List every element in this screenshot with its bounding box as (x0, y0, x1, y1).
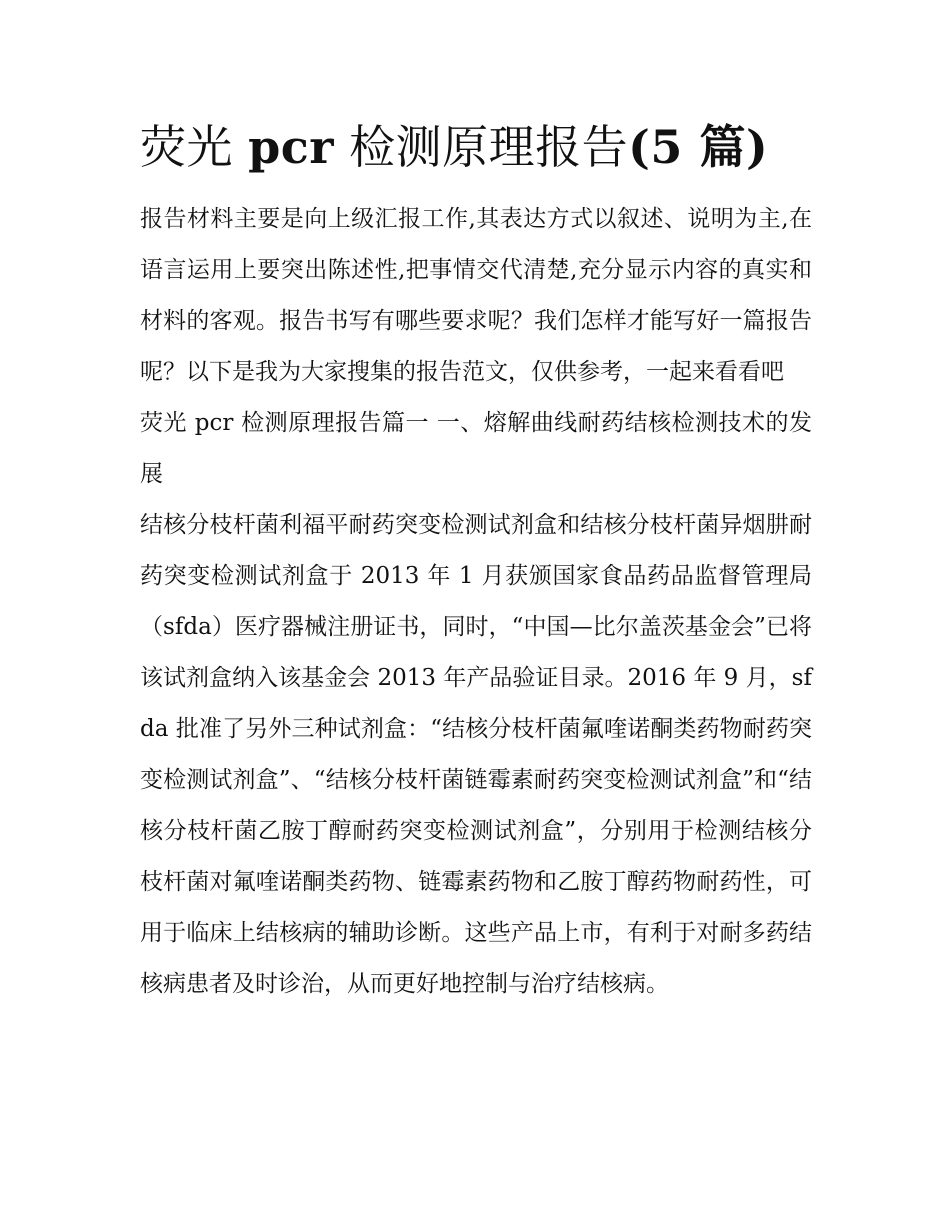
title-prefix: 荧光 (140, 120, 249, 174)
intro-paragraph: 报告材料主要是向上级汇报工作,其表达方式以叙述、说明为主,在语言运用上要突出陈述性,把事情交代清楚,充分显示内容的真实和材料的客观。报告书写有哪些要求呢？我们怎样才能写好一篇报告呢？以下是我为大家搜集的报告范文，仅供参考，一起来看看吧 (140, 206, 812, 385)
title-middle: 检测原理报告 (334, 120, 629, 174)
section-heading-paragraph: 荧光 pcr 检测原理报告篇一 一、熔解曲线耐药结核检测技术的发展 (140, 410, 812, 487)
title-suffix: (5 篇) (628, 120, 769, 174)
title-keyword: pcr (248, 120, 335, 174)
document-title (140, 112, 812, 182)
body-paragraph: 结核分枝杆菌利福平耐药突变检测试剂盒和结核分枝杆菌异烟肼耐药突变检测试剂盒于 2013 年 1 月获颁国家食品药品监督管理局（sfda）医疗器械注册证书，同时，“中国—比尔盖茨基金会”已将该试剂盒纳入该基金会 2013 年产品验证目录。2016 年 9 月，sfda 批准了另外三种试剂盒：“结核分枝杆菌氟喹诺酮类药物耐药突变检测试剂盒”、“结核分枝杆菌链霉素耐药突变检测试剂盒”和“结核分枝杆菌乙胺丁醇耐药突变检测试剂盒”，分别用于检测结核分枝杆菌对氟喹诺酮类药物、链霉素药物和乙胺丁醇药物耐药性，可用于临床上结核病的辅助诊断。这些产品上市，有利于对耐多药结核病患者及时诊治，从而更好地控制与治疗结核病。 (140, 512, 812, 997)
document-page (140, 112, 812, 1010)
